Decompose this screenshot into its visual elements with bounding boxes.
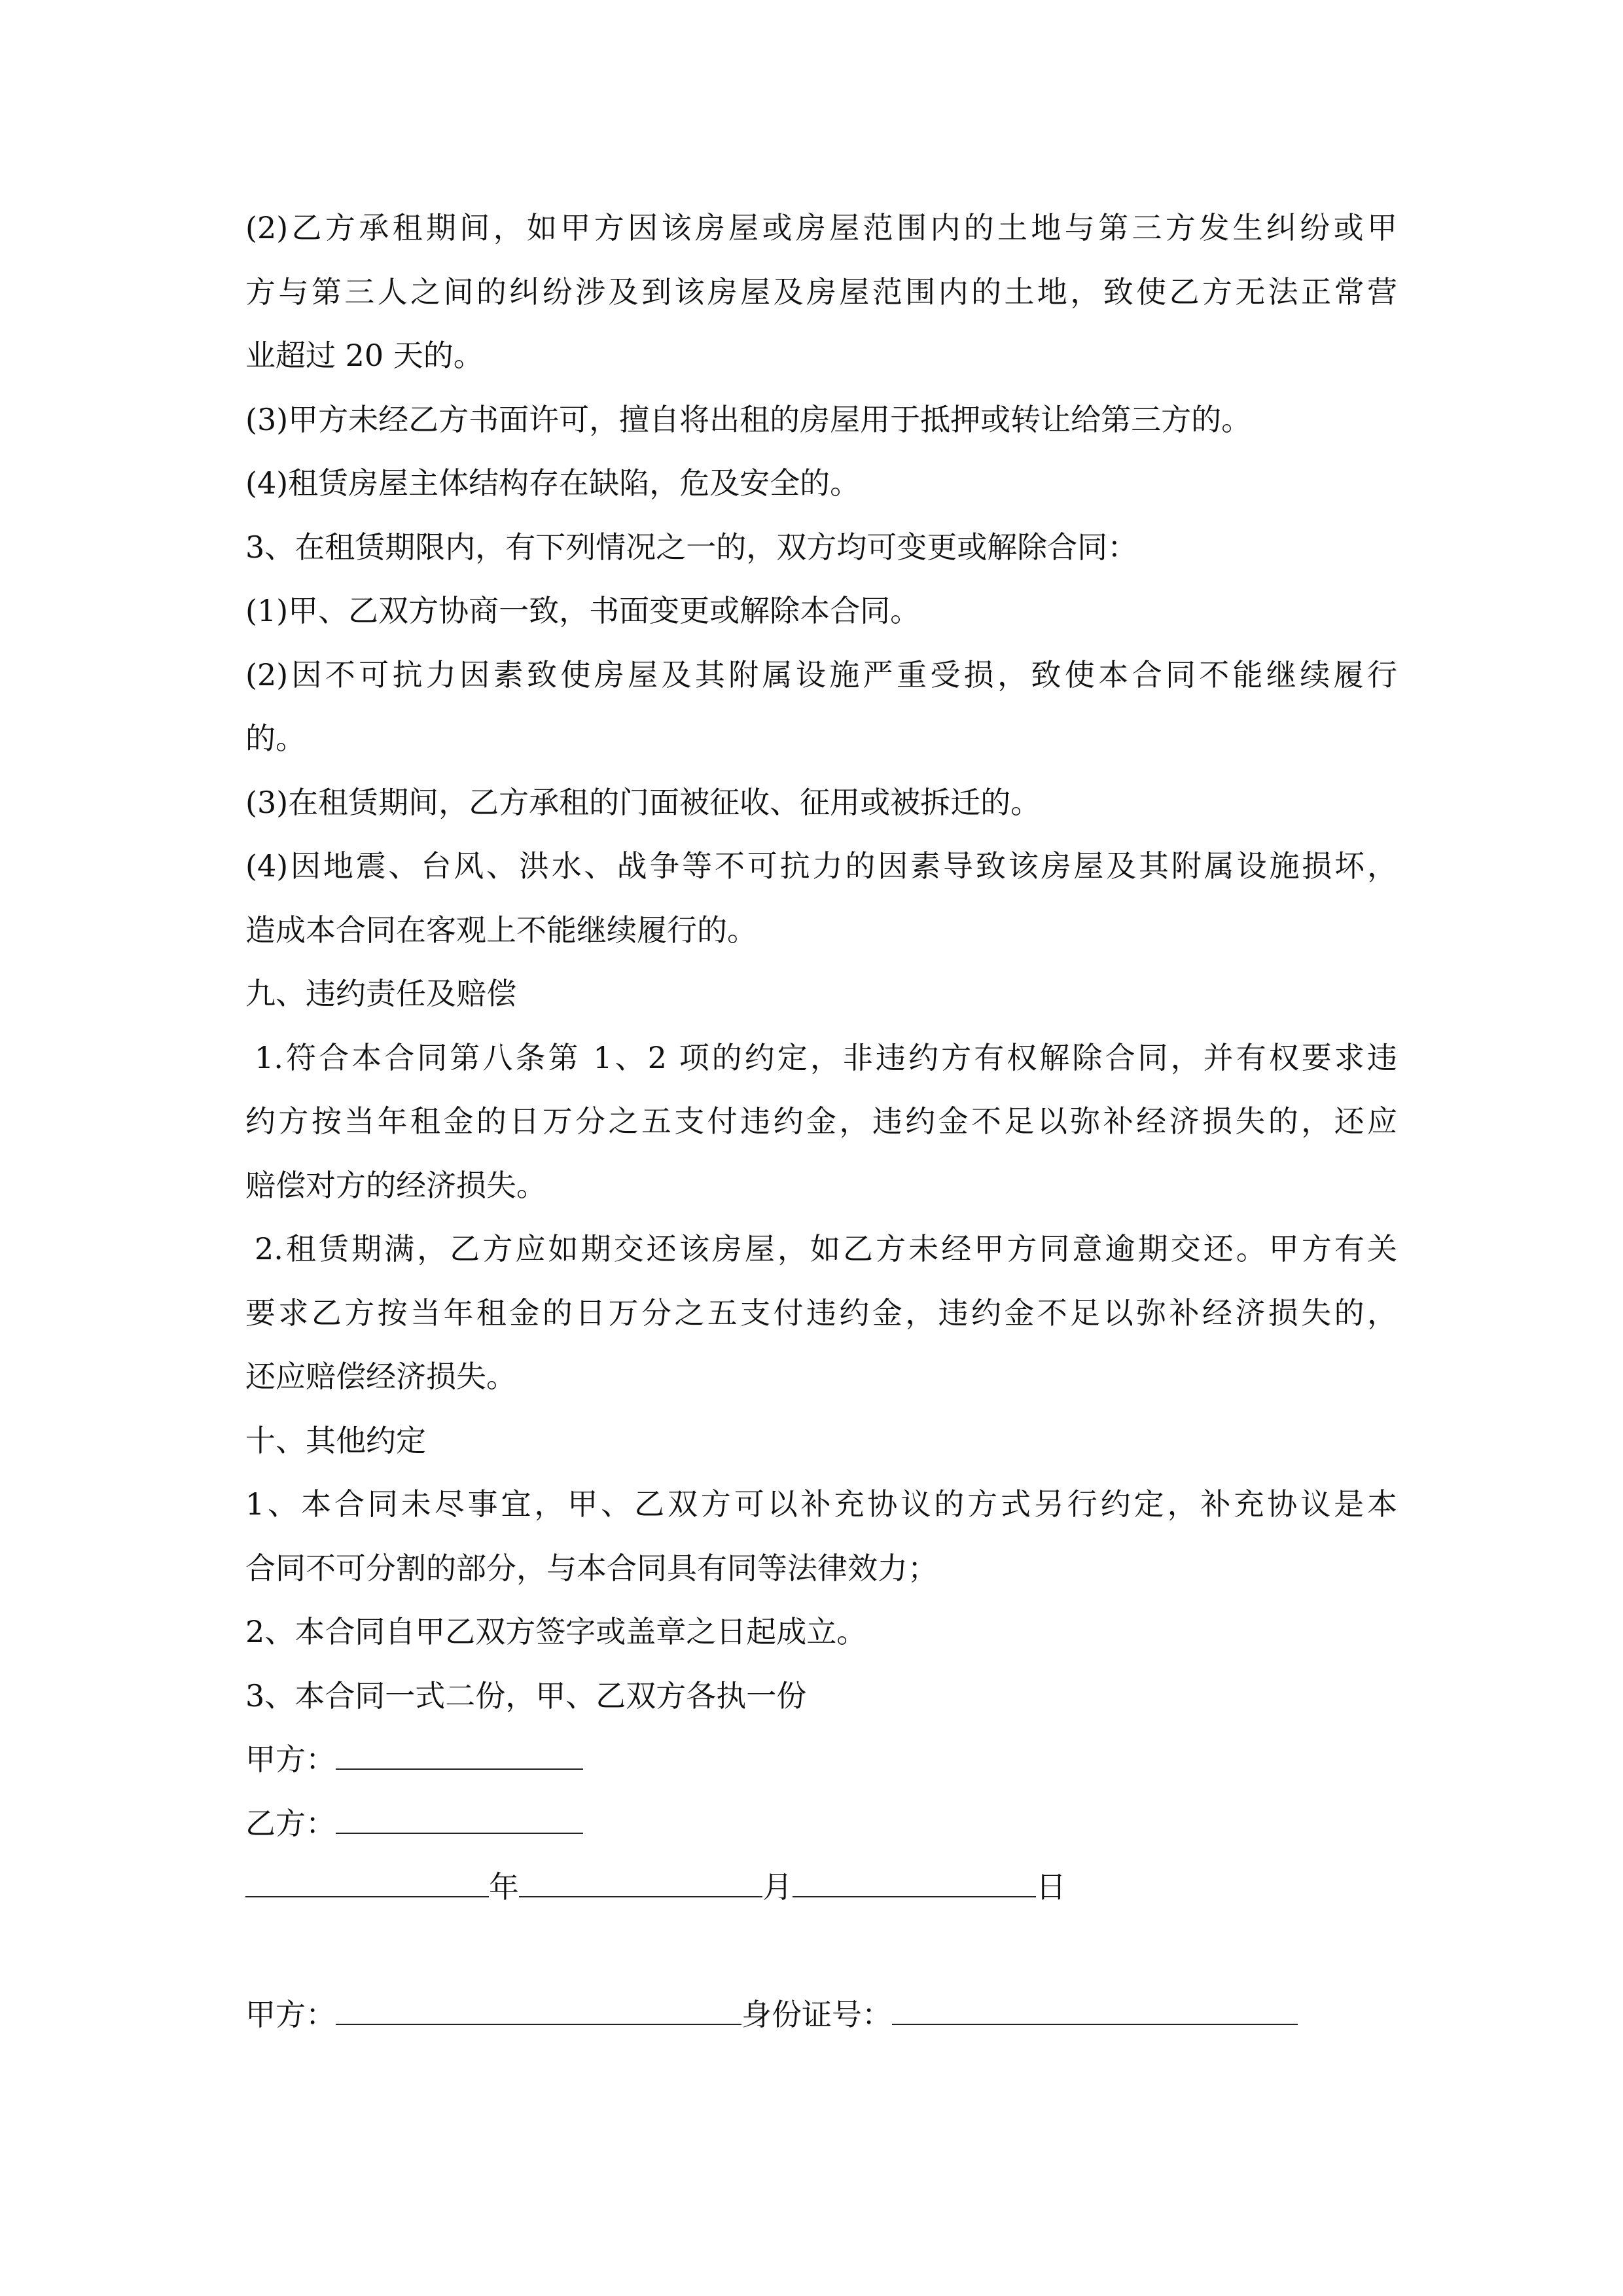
clause10-heading: 十、其他约定: [245, 1422, 426, 1458]
party-a-id-row: [245, 1983, 1397, 2047]
clause9-p2-line3: 还应赔偿经济损失。: [245, 1359, 516, 1394]
spacer: [245, 1920, 1397, 1984]
party-a-label: 甲方：: [245, 1742, 336, 1777]
clause9-heading: 九、违约责任及赔偿: [245, 976, 516, 1011]
month-blank[interactable]: [519, 1876, 762, 1897]
clause8-item4: (4)租赁房屋主体结构存在缺陷，危及安全的。: [245, 465, 861, 501]
party-a-name-blank[interactable]: [336, 2004, 741, 2025]
clause8-section3-heading: 3、在租赁期限内，有下列情况之一的，双方均可变更或解除合同：: [245, 529, 1138, 565]
contract-body: [245, 196, 1397, 2047]
clause8-s3-item3: (3)在租赁期间，乙方承租的门面被征收、征用或被拆迁的。: [245, 784, 1041, 820]
clause8-item2-line1: (2)乙方承租期间，如甲方因该房屋或房屋范围内的土地与第三方发生纠纷或甲: [245, 210, 1397, 245]
year-label: 年: [489, 1869, 519, 1905]
clause10-p1-line1: 1、本合同未尽事宜，甲、乙双方可以补充协议的方式另行约定，补充协议是本: [245, 1486, 1397, 1522]
year-blank[interactable]: [245, 1876, 489, 1897]
party-a-signature-row: [245, 1728, 1397, 1792]
month-label: 月: [762, 1869, 793, 1905]
id-number-blank[interactable]: [892, 2004, 1298, 2025]
clause8-item3: (3)甲方未经乙方书面许可，擅自将出租的房屋用于抵押或转让给第三方的。: [245, 401, 1252, 437]
clause8-s3-item1: (1)甲、乙双方协商一致，书面变更或解除本合同。: [245, 593, 921, 628]
clause10-p1-line2: 合同不可分割的部分，与本合同具有同等法律效力；: [245, 1550, 938, 1586]
clause8-item2-line2: 方与第三人之间的纠纷涉及到该房屋及房屋范围内的土地，致使乙方无法正常营: [245, 274, 1397, 310]
clause10-p2: 2、本合同自甲乙双方签字或盖章之日起成立。: [245, 1614, 867, 1649]
id-number-label: 身份证号：: [741, 1997, 892, 2032]
party-a-signature-blank[interactable]: [336, 1749, 583, 1770]
clause8-item2-line3: 业超过 20 天的。: [245, 338, 484, 373]
clause9-p1-line3: 赔偿对方的经济损失。: [245, 1167, 546, 1203]
day-label: 日: [1036, 1869, 1066, 1905]
clause8-s3-item2-line2: 的。: [245, 721, 306, 756]
clause8-s3-item4-line1: (4)因地震、台风、洪水、战争等不可抗力的因素导致该房屋及其附属设施损坏，: [245, 848, 1397, 884]
clause8-s3-item4-line2: 造成本合同在客观上不能继续履行的。: [245, 912, 757, 948]
clause9-p1-line1: 1.符合本合同第八条第 1、2 项的约定，非违约方有权解除合同，并有权要求违: [255, 1039, 1397, 1075]
clause8-s3-item2-line1: (2)因不可抗力因素致使房屋及其附属设施严重受损，致使本合同不能继续履行: [245, 656, 1397, 692]
clause9-p1-line2: 约方按当年租金的日万分之五支付违约金，违约金不足以弥补经济损失的，还应: [245, 1103, 1397, 1139]
clause9-p2-line2: 要求乙方按当年租金的日万分之五支付违约金，违约金不足以弥补经济损失的，: [245, 1295, 1397, 1331]
day-blank[interactable]: [793, 1876, 1036, 1897]
party-b-signature-row: [245, 1792, 1397, 1856]
date-row: [245, 1856, 1397, 1920]
party-b-label: 乙方：: [245, 1805, 336, 1841]
clause10-p3: 3、本合同一式二份，甲、乙双方各执一份: [245, 1677, 807, 1713]
clause9-p2-line1: 2.租赁期满，乙方应如期交还该房屋，如乙方未经甲方同意逾期交还。甲方有关: [255, 1231, 1397, 1266]
party-b-signature-blank[interactable]: [336, 1813, 583, 1834]
party-a-label-2: 甲方：: [245, 1997, 336, 2032]
